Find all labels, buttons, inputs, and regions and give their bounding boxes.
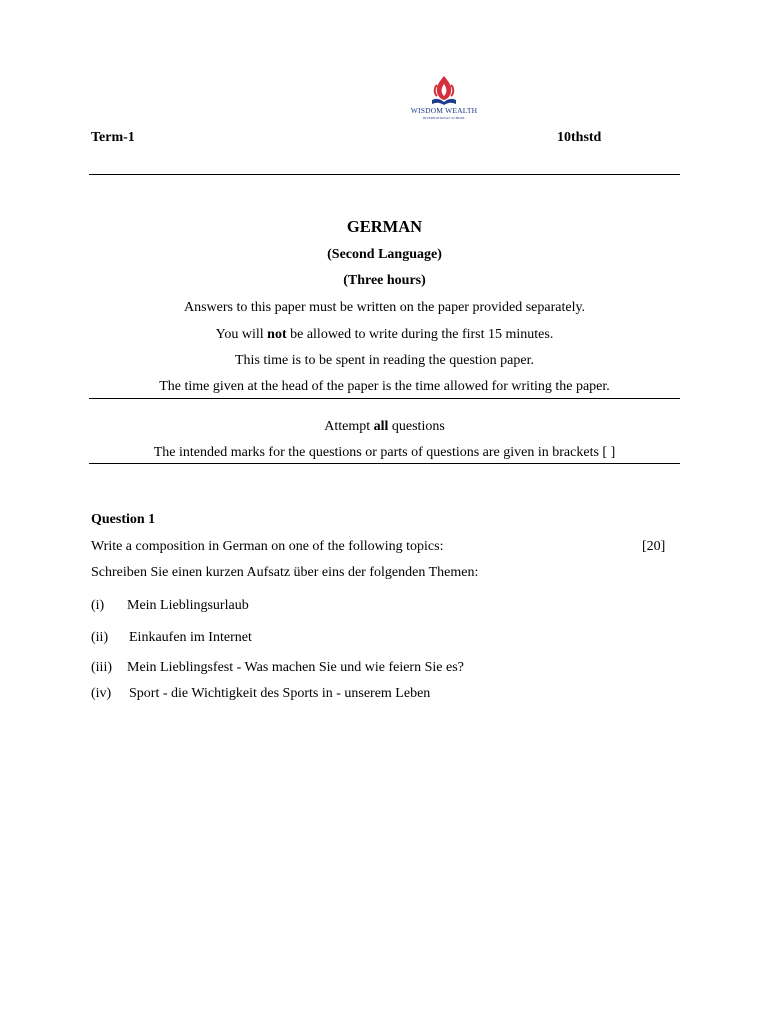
marks-note: The intended marks for the questions or parts of questions are given in brackets [ ] (153, 445, 616, 460)
school-logo (406, 72, 482, 124)
instruction-line-2 (89, 327, 680, 343)
instruction-line-1: Answers to this paper must be written on the paper provided separately. (183, 300, 586, 315)
logo-name: WISDOM WEALTH (410, 106, 478, 115)
topic-number: (iii) (91, 660, 112, 675)
question-marks: [20] (642, 539, 666, 554)
topic-text: Einkaufen im Internet (129, 630, 252, 645)
instruction-line-2-start: You will (215, 327, 268, 342)
header-divider (89, 174, 680, 175)
instruction-line-4: The time given at the head of the paper is the time allowed for writing the paper. (159, 379, 610, 394)
attempt-note-emphasis: all (373, 419, 389, 434)
topic-text: Mein Lieblingsurlaub (127, 598, 249, 613)
subject-title: GERMAN (346, 217, 423, 236)
topic-number: (iv) (91, 686, 112, 701)
instruction-line-3: This time is to be spent in reading the question paper. (235, 353, 534, 368)
question-heading: Question 1 (91, 512, 156, 527)
topic-number: (ii) (91, 630, 109, 645)
instructions-divider-bottom (89, 463, 680, 464)
topic-text: Mein Lieblingsfest - Was machen Sie und wie feiern Sie es? (127, 660, 464, 675)
attempt-note-end: questions (388, 419, 445, 434)
attempt-note (89, 419, 680, 435)
question-prompt-english: Write a composition in German on one of the following topics: (91, 539, 444, 554)
instruction-line-2-end: be allowed to write during the first 15 minutes. (286, 327, 554, 342)
attempt-note-start: Attempt (324, 419, 374, 434)
topic-number: (i) (91, 598, 105, 613)
topic-text: Sport - die Wichtigkeit des Sports in - unserem Leben (129, 686, 431, 701)
instructions-divider-top (89, 398, 680, 399)
duration: (Three hours) (343, 273, 426, 288)
question-prompt-german: Schreiben Sie einen kurzen Aufsatz über eins der folgenden Themen: (91, 565, 479, 580)
class-label: 10thstd (557, 130, 602, 145)
logo-subtitle: INTERNATIONAL SCHOOL (422, 116, 466, 120)
term-label: Term-1 (91, 130, 135, 145)
instruction-line-2-emphasis: not (267, 327, 287, 342)
flame-book-icon (406, 72, 482, 106)
language-type: (Second Language) (327, 247, 442, 262)
